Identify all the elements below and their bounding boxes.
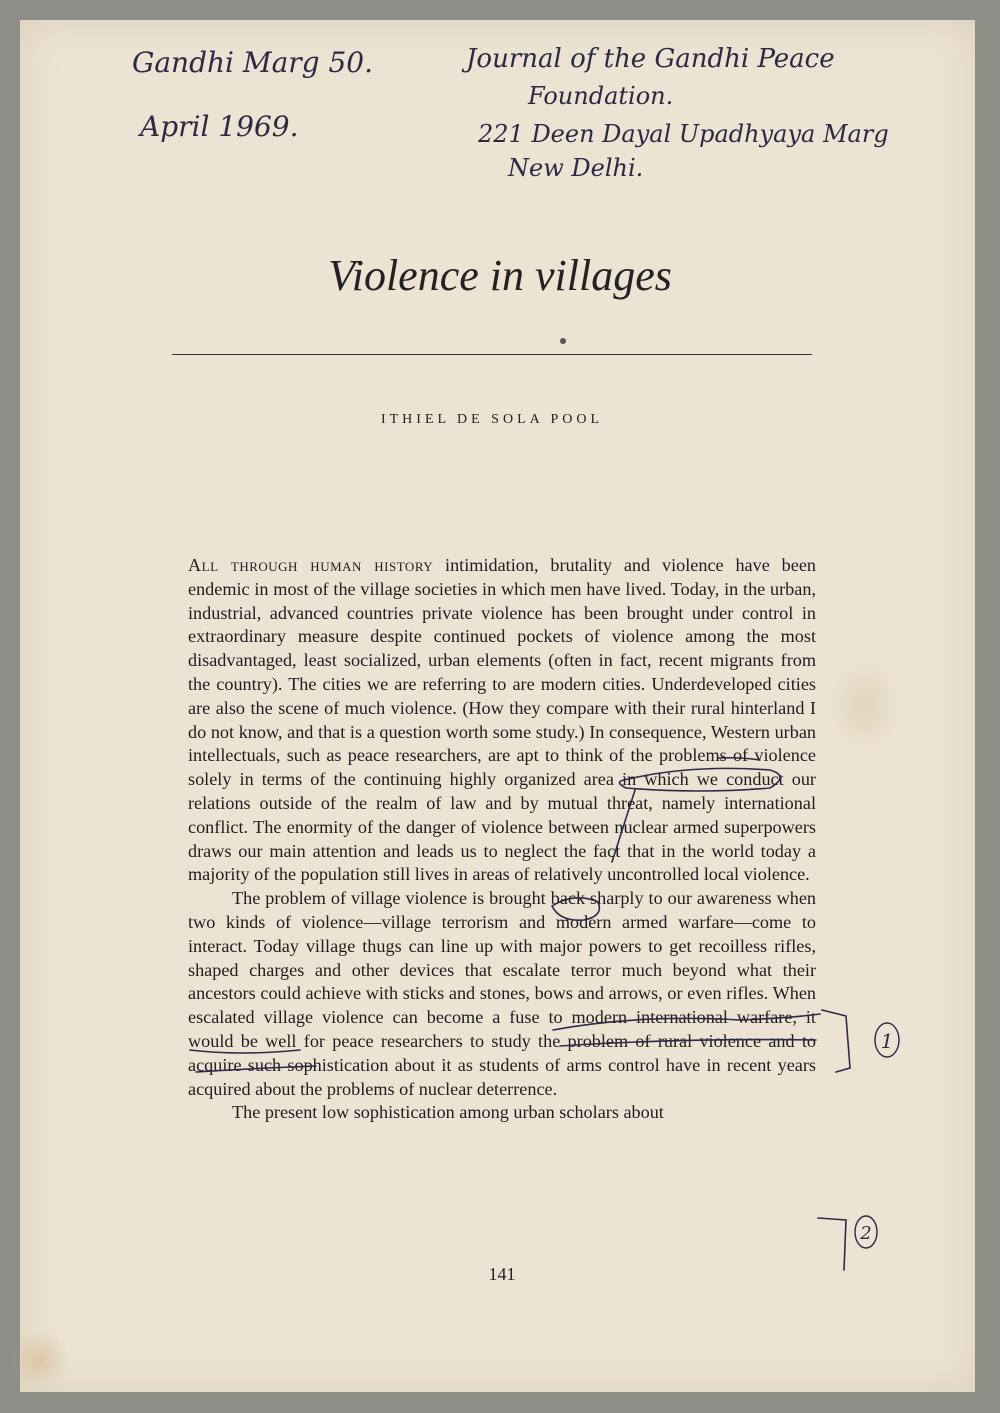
paragraph-text: intimidation, brutality and violence have been endemic in most of the village societies in which men have lived. Today, in the urban, industrial, advanced countries private violence has been brought under control in extraordinary measure despite continued pockets of violence among the most disadvantaged, least socialized, urban elements (often in fact, recent migrants from the country). The cities we are referring to are modern cities. Underdeveloped cities are also the scene of much violence. (How they compare with their rural hinterland I do not know, and that is a question worth some study.) In consequence, Western urban intellectuals, such as peace researchers, are apt to think of the problems of violence solely in terms of the continuing highly organized area in which we conduct our relations outside of the realm of law and by mutual threat, namely international conflict. The enormity of the danger of violence between nuclear armed superpowers draws our main attention and leads us to neglect the fact that in the world today a majority of the population still lives in areas of relatively uncontrolled local violence. <box>188 555 816 885</box>
article-title: Violence in villages <box>328 251 672 300</box>
handwritten-note: Journal of the Gandhi Peace <box>466 44 835 74</box>
ornament-dot <box>560 338 566 344</box>
page-number: 141 <box>488 1264 516 1284</box>
lead-in: All through human history <box>188 555 434 575</box>
handwritten-note: 221 Deen Dayal Upadhyaya Marg <box>478 120 889 148</box>
handwritten-note: New Delhi. <box>508 154 644 182</box>
handwritten-note: April 1969. <box>140 110 299 143</box>
paragraph <box>188 554 816 887</box>
paper-stain <box>830 660 900 750</box>
article-body <box>188 554 816 1125</box>
paper-stain <box>10 1330 70 1390</box>
margin-number: 2 <box>860 1223 872 1244</box>
paragraph: The present low sophistication among urban scholars about <box>232 1102 664 1123</box>
margin-number: 1 <box>880 1029 894 1053</box>
article-author: ITHIEL DE SOLA POOL <box>380 412 604 427</box>
handwritten-note: Gandhi Marg 50. <box>132 46 374 79</box>
handwritten-note: Foundation. <box>528 82 674 110</box>
paragraph: The problem of village violence is brought back sharply to our awareness when two kinds of violence—village terrorism and modern armed warfare—come to interact. Today village thugs can line up with major powers to get recoilless rifles, shaped charges and other devices that escalate terror much beyond what their ancestors could achieve with sticks and stones, bows and arrows, or even rifles. When escalated village violence can become a fuse to modern international warfare, it would be well for peace researchers to study the problem of rural violence and to acquire such sophistication about it as students of arms control have in recent years acquired about the problems of nuclear deterrence. <box>188 888 816 1099</box>
title-rule <box>172 354 812 355</box>
